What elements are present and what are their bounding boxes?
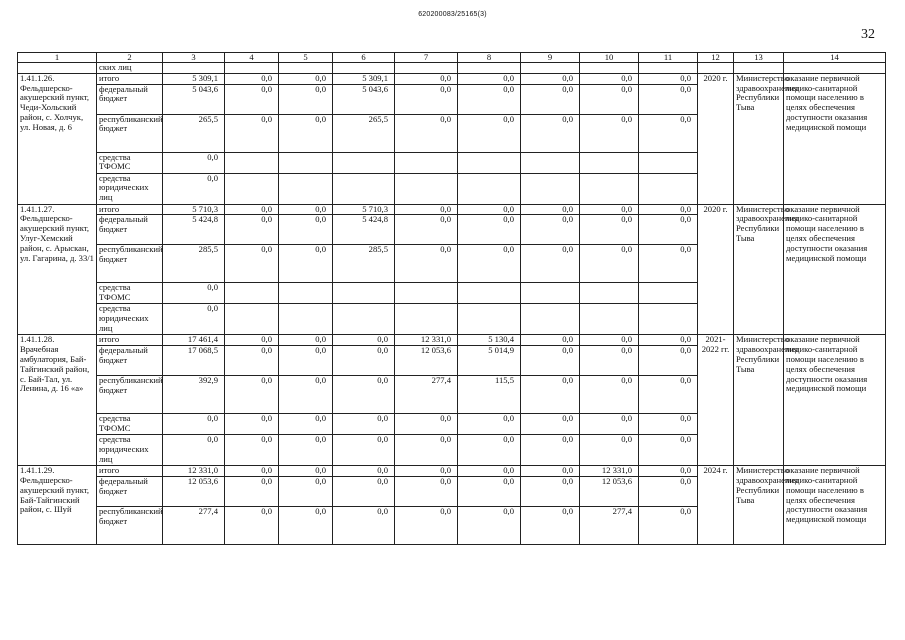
amount-cell: 5 130,4 xyxy=(458,335,521,346)
amount-cell: 0,0 xyxy=(225,506,279,544)
amount-cell xyxy=(395,304,458,335)
table-row xyxy=(18,466,886,477)
executor: Министерство здравоохранения Республики Тыва xyxy=(734,204,784,335)
amount-cell: 0,0 xyxy=(333,466,395,477)
amount-cell: 0,0 xyxy=(580,84,639,114)
amount-cell: 5 309,1 xyxy=(333,73,395,84)
column-number: 3 xyxy=(163,53,225,63)
amount-cell: 277,4 xyxy=(395,376,458,414)
amount-cell: 0,0 xyxy=(395,204,458,215)
amount-cell: 0,0 xyxy=(225,435,279,466)
amount-cell: 0,0 xyxy=(225,245,279,283)
amount-cell: 0,0 xyxy=(163,173,225,204)
amount-cell: 0,0 xyxy=(225,114,279,152)
amount-cell: 0,0 xyxy=(580,73,639,84)
amount-cell: 392,9 xyxy=(163,376,225,414)
amount-cell xyxy=(458,173,521,204)
amount-cell xyxy=(395,152,458,173)
executor: Министерство здравоохранения Республики Тыва xyxy=(734,73,784,204)
amount-cell: 0,0 xyxy=(225,335,279,346)
funding-source: средства ТФОМС xyxy=(97,152,163,173)
amount-cell: 0,0 xyxy=(639,476,698,506)
funding-source: федеральный бюджет xyxy=(97,84,163,114)
column-number: 6 xyxy=(333,53,395,63)
amount-cell: 0,0 xyxy=(333,506,395,544)
amount-cell: 277,4 xyxy=(163,506,225,544)
expected-result: оказание первичной медико-санитарной помощи населению в целях обеспечения доступности оказания медицинской помощи xyxy=(784,466,886,545)
amount-cell: 12 053,6 xyxy=(580,476,639,506)
amount-cell: 0,0 xyxy=(225,466,279,477)
amount-cell: 0,0 xyxy=(279,466,333,477)
amount-cell: 0,0 xyxy=(163,283,225,304)
amount-cell: 0,0 xyxy=(521,215,580,245)
amount-cell: 0,0 xyxy=(458,204,521,215)
expected-result: оказание первичной медико-санитарной помощи населению в целях обеспечения доступности оказания медицинской помощи xyxy=(784,73,886,204)
object-name: 1.41.1.26. Фельдшерско-акушерский пункт, Чеди-Хольский район, с. Холчук, ул. Новая, д. 6 xyxy=(18,73,97,204)
amount-cell: 0,0 xyxy=(225,73,279,84)
column-number-header xyxy=(18,53,886,63)
amount-cell: 0,0 xyxy=(225,376,279,414)
amount-cell: 0,0 xyxy=(279,215,333,245)
amount-cell: 0,0 xyxy=(395,506,458,544)
amount-cell xyxy=(521,152,580,173)
funding-source: республиканский бюджет xyxy=(97,376,163,414)
amount-cell: 0,0 xyxy=(580,376,639,414)
amount-cell xyxy=(639,304,698,335)
object-name: 1.41.1.28. Врачебная амбулатория, Бай-Тайгинский район, с. Бай-Тал, ул. Ленина, д. 16 «а» xyxy=(18,335,97,466)
amount-cell: 0,0 xyxy=(639,435,698,466)
amount-cell xyxy=(580,152,639,173)
amount-cell: 0,0 xyxy=(458,414,521,435)
amount-cell: 0,0 xyxy=(333,414,395,435)
amount-cell xyxy=(333,283,395,304)
amount-cell: 0,0 xyxy=(279,476,333,506)
funding-source: республиканский бюджет xyxy=(97,114,163,152)
amount-cell: 0,0 xyxy=(458,466,521,477)
amount-cell: 0,0 xyxy=(225,414,279,435)
column-number: 14 xyxy=(784,53,886,63)
amount-cell: 5 424,8 xyxy=(163,215,225,245)
funding-source: итого xyxy=(97,466,163,477)
amount-cell: 0,0 xyxy=(163,304,225,335)
amount-cell: 17 461,4 xyxy=(163,335,225,346)
amount-cell: 0,0 xyxy=(333,476,395,506)
amount-cell: 0,0 xyxy=(639,506,698,544)
object-name: 1.41.1.27. Фельдшерско-акушерский пункт, Улуг-Хемский район, с. Арыскан, ул. Гагарина, д. 33/1 xyxy=(18,204,97,335)
amount-cell: 0,0 xyxy=(279,245,333,283)
amount-cell: 0,0 xyxy=(639,73,698,84)
amount-cell xyxy=(225,283,279,304)
amount-cell: 12 331,0 xyxy=(395,335,458,346)
amount-cell: 0,0 xyxy=(521,466,580,477)
column-number: 8 xyxy=(458,53,521,63)
amount-cell: 5 424,8 xyxy=(333,215,395,245)
expected-result: оказание первичной медико-санитарной помощи населению в целях обеспечения доступности оказания медицинской помощи xyxy=(784,335,886,466)
amount-cell: 0,0 xyxy=(395,414,458,435)
funding-source: средства юридических лиц xyxy=(97,435,163,466)
amount-cell: 0,0 xyxy=(279,84,333,114)
funding-source: средства ТФОМС xyxy=(97,414,163,435)
amount-cell xyxy=(458,283,521,304)
amount-cell: 0,0 xyxy=(279,73,333,84)
amount-cell: 0,0 xyxy=(521,376,580,414)
amount-cell xyxy=(333,152,395,173)
amount-cell: 0,0 xyxy=(279,204,333,215)
amount-cell: 0,0 xyxy=(639,215,698,245)
amount-cell: 0,0 xyxy=(279,435,333,466)
amount-cell: 265,5 xyxy=(163,114,225,152)
amount-cell: 0,0 xyxy=(639,114,698,152)
table-body xyxy=(18,63,886,545)
amount-cell: 17 068,5 xyxy=(163,346,225,376)
funding-source: средства юридических лиц xyxy=(97,173,163,204)
amount-cell: 0,0 xyxy=(580,245,639,283)
amount-cell: 0,0 xyxy=(521,245,580,283)
amount-cell: 277,4 xyxy=(580,506,639,544)
column-number: 2 xyxy=(97,53,163,63)
amount-cell: 0,0 xyxy=(395,84,458,114)
amount-cell: 5 710,3 xyxy=(333,204,395,215)
amount-cell: 0,0 xyxy=(521,204,580,215)
amount-cell: 5 309,1 xyxy=(163,73,225,84)
amount-cell: 5 043,6 xyxy=(163,84,225,114)
amount-cell: 0,0 xyxy=(333,376,395,414)
amount-cell: 0,0 xyxy=(395,466,458,477)
amount-cell xyxy=(580,283,639,304)
amount-cell: 12 053,6 xyxy=(163,476,225,506)
amount-cell: 0,0 xyxy=(279,346,333,376)
amount-cell: 0,0 xyxy=(639,335,698,346)
amount-cell: 0,0 xyxy=(225,476,279,506)
amount-cell: 0,0 xyxy=(395,73,458,84)
column-number: 5 xyxy=(279,53,333,63)
amount-cell: 0,0 xyxy=(521,73,580,84)
column-number: 13 xyxy=(734,53,784,63)
amount-cell xyxy=(279,283,333,304)
document-id: 620200083/25165(3) xyxy=(418,11,487,18)
amount-cell: 0,0 xyxy=(225,204,279,215)
carryover-cell: ских лиц xyxy=(97,63,163,74)
amount-cell xyxy=(580,304,639,335)
amount-cell: 265,5 xyxy=(333,114,395,152)
amount-cell: 0,0 xyxy=(521,435,580,466)
column-number: 12 xyxy=(698,53,734,63)
amount-cell: 0,0 xyxy=(225,215,279,245)
funding-source: республиканский бюджет xyxy=(97,506,163,544)
implementation-year: 2020 г. xyxy=(698,73,734,204)
amount-cell: 0,0 xyxy=(225,346,279,376)
amount-cell: 0,0 xyxy=(395,114,458,152)
amount-cell xyxy=(333,304,395,335)
amount-cell: 0,0 xyxy=(333,346,395,376)
amount-cell: 0,0 xyxy=(639,84,698,114)
amount-cell xyxy=(521,304,580,335)
column-number: 4 xyxy=(225,53,279,63)
amount-cell xyxy=(225,304,279,335)
amount-cell xyxy=(639,283,698,304)
amount-cell: 0,0 xyxy=(580,346,639,376)
amount-cell: 0,0 xyxy=(458,245,521,283)
amount-cell xyxy=(395,283,458,304)
implementation-year: 2024 г. xyxy=(698,466,734,545)
expected-result: оказание первичной медико-санитарной помощи населению в целях обеспечения доступности оказания медицинской помощи xyxy=(784,204,886,335)
amount-cell: 0,0 xyxy=(521,346,580,376)
amount-cell: 0,0 xyxy=(458,476,521,506)
amount-cell xyxy=(521,173,580,204)
column-number: 7 xyxy=(395,53,458,63)
funding-source: средства юридических лиц xyxy=(97,304,163,335)
amount-cell: 0,0 xyxy=(279,114,333,152)
table-row xyxy=(18,73,886,84)
amount-cell: 0,0 xyxy=(458,435,521,466)
amount-cell: 0,0 xyxy=(333,335,395,346)
amount-cell: 0,0 xyxy=(521,506,580,544)
object-name: 1.41.1.29. Фельдшерско-акушерский пункт, Бай-Тайгинский район, с. Шуй xyxy=(18,466,97,545)
amount-cell: 115,5 xyxy=(458,376,521,414)
funding-source: федеральный бюджет xyxy=(97,215,163,245)
funding-source: федеральный бюджет xyxy=(97,346,163,376)
amount-cell: 0,0 xyxy=(639,466,698,477)
amount-cell: 0,0 xyxy=(458,114,521,152)
amount-cell: 0,0 xyxy=(395,476,458,506)
amount-cell: 12 331,0 xyxy=(163,466,225,477)
amount-cell: 0,0 xyxy=(279,335,333,346)
amount-cell: 285,5 xyxy=(333,245,395,283)
amount-cell: 0,0 xyxy=(279,414,333,435)
amount-cell: 0,0 xyxy=(639,414,698,435)
amount-cell xyxy=(521,283,580,304)
amount-cell: 0,0 xyxy=(639,245,698,283)
amount-cell xyxy=(639,152,698,173)
amount-cell: 0,0 xyxy=(458,84,521,114)
financing-table xyxy=(17,52,886,545)
amount-cell xyxy=(225,173,279,204)
amount-cell: 0,0 xyxy=(521,335,580,346)
amount-cell: 0,0 xyxy=(395,215,458,245)
amount-cell: 0,0 xyxy=(395,435,458,466)
column-number: 10 xyxy=(580,53,639,63)
amount-cell: 0,0 xyxy=(279,506,333,544)
amount-cell xyxy=(458,304,521,335)
amount-cell xyxy=(279,304,333,335)
funding-source: итого xyxy=(97,73,163,84)
amount-cell: 0,0 xyxy=(580,435,639,466)
amount-cell: 0,0 xyxy=(163,152,225,173)
amount-cell: 0,0 xyxy=(580,204,639,215)
amount-cell xyxy=(580,173,639,204)
amount-cell: 0,0 xyxy=(580,414,639,435)
funding-source: итого xyxy=(97,204,163,215)
executor: Министерство здравоохранения Республики Тыва xyxy=(734,335,784,466)
amount-cell: 5 710,3 xyxy=(163,204,225,215)
amount-cell: 0,0 xyxy=(163,414,225,435)
table-row xyxy=(18,204,886,215)
amount-cell: 0,0 xyxy=(458,506,521,544)
amount-cell xyxy=(458,152,521,173)
amount-cell xyxy=(395,173,458,204)
executor: Министерство здравоохранения Республики Тыва xyxy=(734,466,784,545)
amount-cell: 0,0 xyxy=(521,114,580,152)
amount-cell xyxy=(333,173,395,204)
amount-cell: 0,0 xyxy=(639,346,698,376)
column-number: 11 xyxy=(639,53,698,63)
amount-cell xyxy=(639,173,698,204)
column-number: 9 xyxy=(521,53,580,63)
amount-cell: 0,0 xyxy=(395,245,458,283)
table-row xyxy=(18,335,886,346)
page-number: 32 xyxy=(861,27,875,42)
amount-cell xyxy=(279,173,333,204)
funding-source: федеральный бюджет xyxy=(97,476,163,506)
amount-cell xyxy=(279,152,333,173)
column-number: 1 xyxy=(18,53,97,63)
funding-source: средства ТФОМС xyxy=(97,283,163,304)
amount-cell: 0,0 xyxy=(521,84,580,114)
funding-source: республиканский бюджет xyxy=(97,245,163,283)
amount-cell: 0,0 xyxy=(639,204,698,215)
amount-cell: 0,0 xyxy=(458,73,521,84)
amount-cell: 0,0 xyxy=(580,335,639,346)
implementation-year: 2021-2022 гг. xyxy=(698,335,734,466)
amount-cell: 0,0 xyxy=(279,376,333,414)
carryover-row xyxy=(18,63,886,74)
amount-cell: 0,0 xyxy=(521,476,580,506)
amount-cell: 0,0 xyxy=(458,215,521,245)
amount-cell xyxy=(225,152,279,173)
amount-cell: 5 043,6 xyxy=(333,84,395,114)
amount-cell: 0,0 xyxy=(225,84,279,114)
amount-cell: 12 053,6 xyxy=(395,346,458,376)
implementation-year: 2020 г. xyxy=(698,204,734,335)
amount-cell: 0,0 xyxy=(333,435,395,466)
amount-cell: 0,0 xyxy=(521,414,580,435)
amount-cell: 0,0 xyxy=(580,114,639,152)
amount-cell: 12 331,0 xyxy=(580,466,639,477)
funding-source: итого xyxy=(97,335,163,346)
amount-cell: 285,5 xyxy=(163,245,225,283)
amount-cell: 0,0 xyxy=(639,376,698,414)
amount-cell: 0,0 xyxy=(163,435,225,466)
amount-cell: 5 014,9 xyxy=(458,346,521,376)
amount-cell: 0,0 xyxy=(580,215,639,245)
